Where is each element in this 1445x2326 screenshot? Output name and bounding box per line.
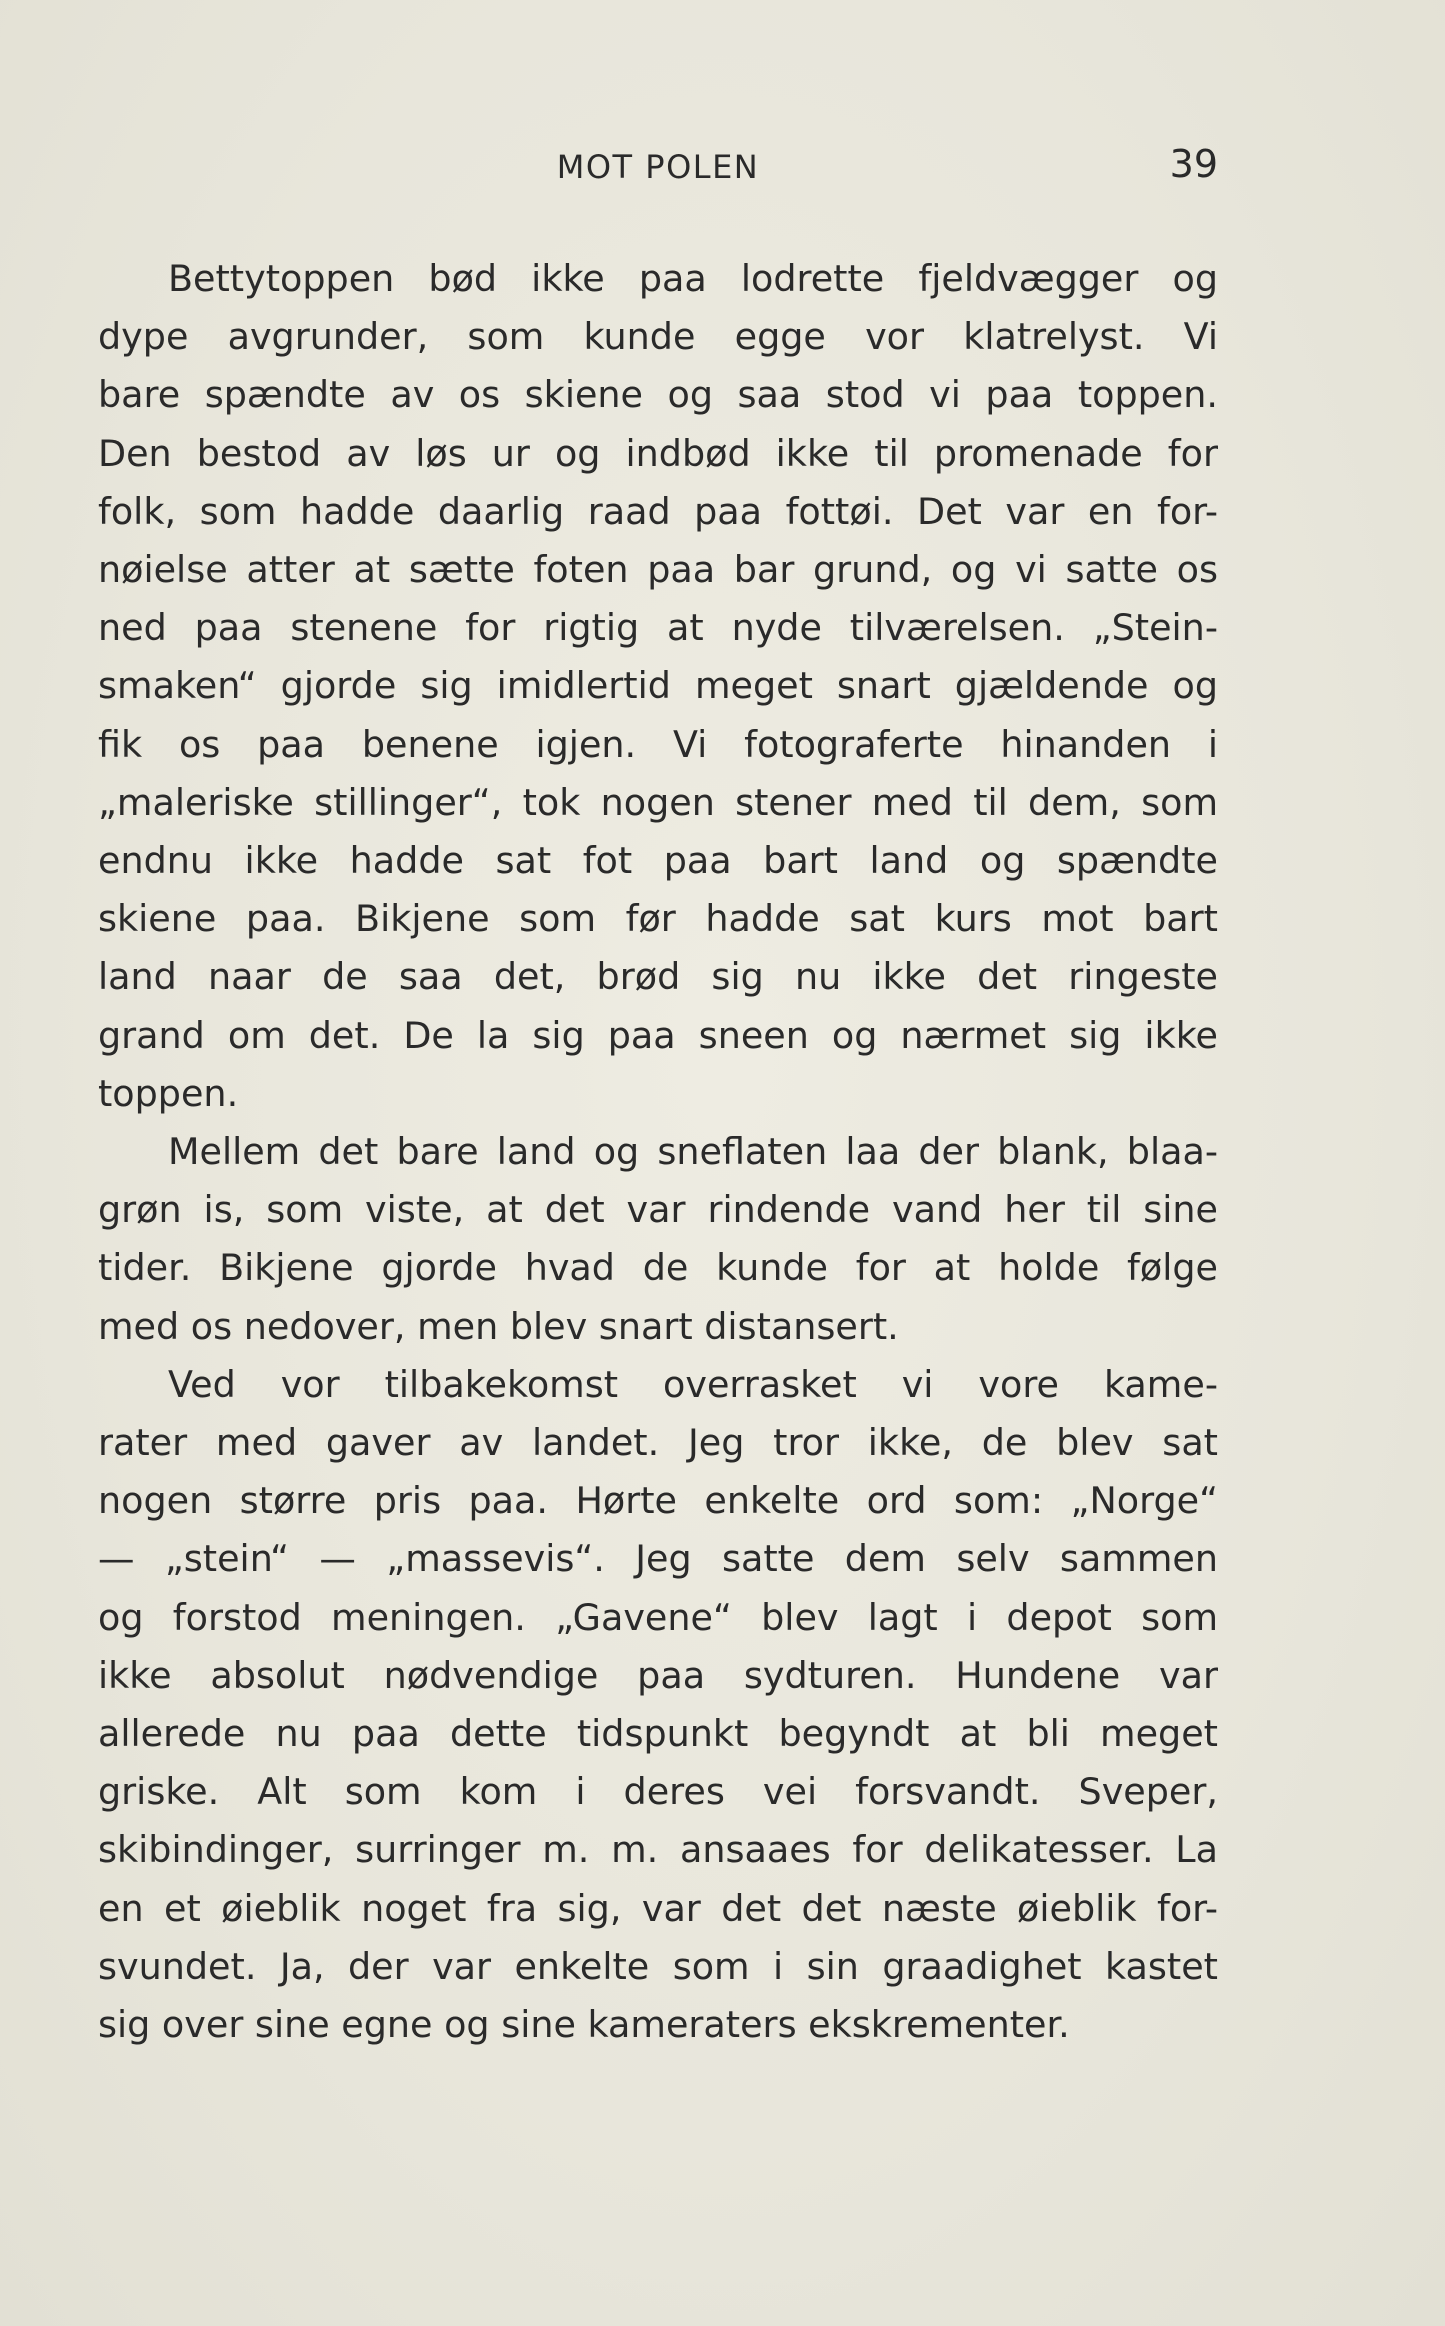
text-line: Mellem det bare land og sneflaten laa der blank, blaa- xyxy=(168,1130,1218,1174)
text-line: — „stein“ — „massevis“. Jeg satte dem selv sammen xyxy=(98,1537,1218,1581)
text-line: fik os paa benene igjen. Vi fotograferte hinanden i xyxy=(98,722,1218,766)
paragraph-3 xyxy=(98,1356,1218,2054)
paragraph-2 xyxy=(98,1123,1218,1356)
text-line: grøn is, som viste, at det var rindende vand her til sine xyxy=(98,1188,1218,1232)
body-text xyxy=(98,250,1218,2054)
text-line: nøielse atter at sætte foten paa bar grund, og vi satte os xyxy=(98,548,1218,592)
text-line: dype avgrunder, som kunde egge vor klatrelyst. Vi xyxy=(98,315,1218,359)
text-line: Den bestod av løs ur og indbød ikke til promenade for xyxy=(98,431,1218,475)
page-number: 39 xyxy=(1169,142,1218,186)
page-header xyxy=(98,142,1218,192)
text-line: ned paa stenene for rigtig at nyde tilværelsen. „Stein- xyxy=(98,606,1218,650)
text-line: ikke absolut nødvendige paa sydturen. Hundene var xyxy=(98,1653,1218,1697)
text-line: nogen større pris paa. Hørte enkelte ord som: „Norge“ xyxy=(98,1479,1218,1523)
text-line: skibindinger, surringer m. m. ansaaes for delikatesser. La xyxy=(98,1828,1218,1872)
text-line: smaken“ gjorde sig imidlertid meget snart gjældende og xyxy=(98,664,1218,708)
text-line: griske. Alt som kom i deres vei forsvandt. Sveper, xyxy=(98,1770,1218,1814)
text-line: land naar de saa det, brød sig nu ikke det ringeste xyxy=(98,955,1218,999)
text-line: allerede nu paa dette tidspunkt begyndt at bli meget xyxy=(98,1712,1218,1756)
text-line: en et øieblik noget fra sig, var det det næste øieblik for- xyxy=(98,1886,1218,1930)
text-line: svundet. Ja, der var enkelte som i sin graadighet kastet xyxy=(98,1944,1218,1988)
text-line: sig over sine egne og sine kameraters ekskrementer. xyxy=(98,2003,1070,2047)
text-line: rater med gaver av landet. Jeg tror ikke, de blev sat xyxy=(98,1421,1218,1465)
text-line: bare spændte av os skiene og saa stod vi paa toppen. xyxy=(98,373,1218,417)
text-line: Bettytoppen bød ikke paa lodrette fjeldvægger og xyxy=(168,257,1218,300)
text-line: skiene paa. Bikjene som før hadde sat kurs mot bart xyxy=(98,897,1218,941)
text-line: Ved vor tilbakekomst overrasket vi vore kame- xyxy=(168,1362,1218,1406)
text-line: „maleriske stillinger“, tok nogen stener med til dem, som xyxy=(98,780,1218,824)
text-line: og forstod meningen. „Gavene“ blev lagt i depot som xyxy=(98,1595,1218,1639)
text-line: endnu ikke hadde sat fot paa bart land og spændte xyxy=(98,839,1218,883)
text-line: med os nedover, men blev snart distansert. xyxy=(98,1304,899,1348)
text-line: grand om det. De la sig paa sneen og nærmet sig ikke xyxy=(98,1013,1218,1057)
running-title: MOT POLEN xyxy=(556,148,760,186)
text-line: folk, som hadde daarlig raad paa fottøi. Det var en for- xyxy=(98,489,1218,533)
paragraph-1 xyxy=(98,250,1218,1123)
text-line: tider. Bikjene gjorde hvad de kunde for at holde følge xyxy=(98,1246,1218,1290)
text-line: toppen. xyxy=(98,1071,239,1115)
